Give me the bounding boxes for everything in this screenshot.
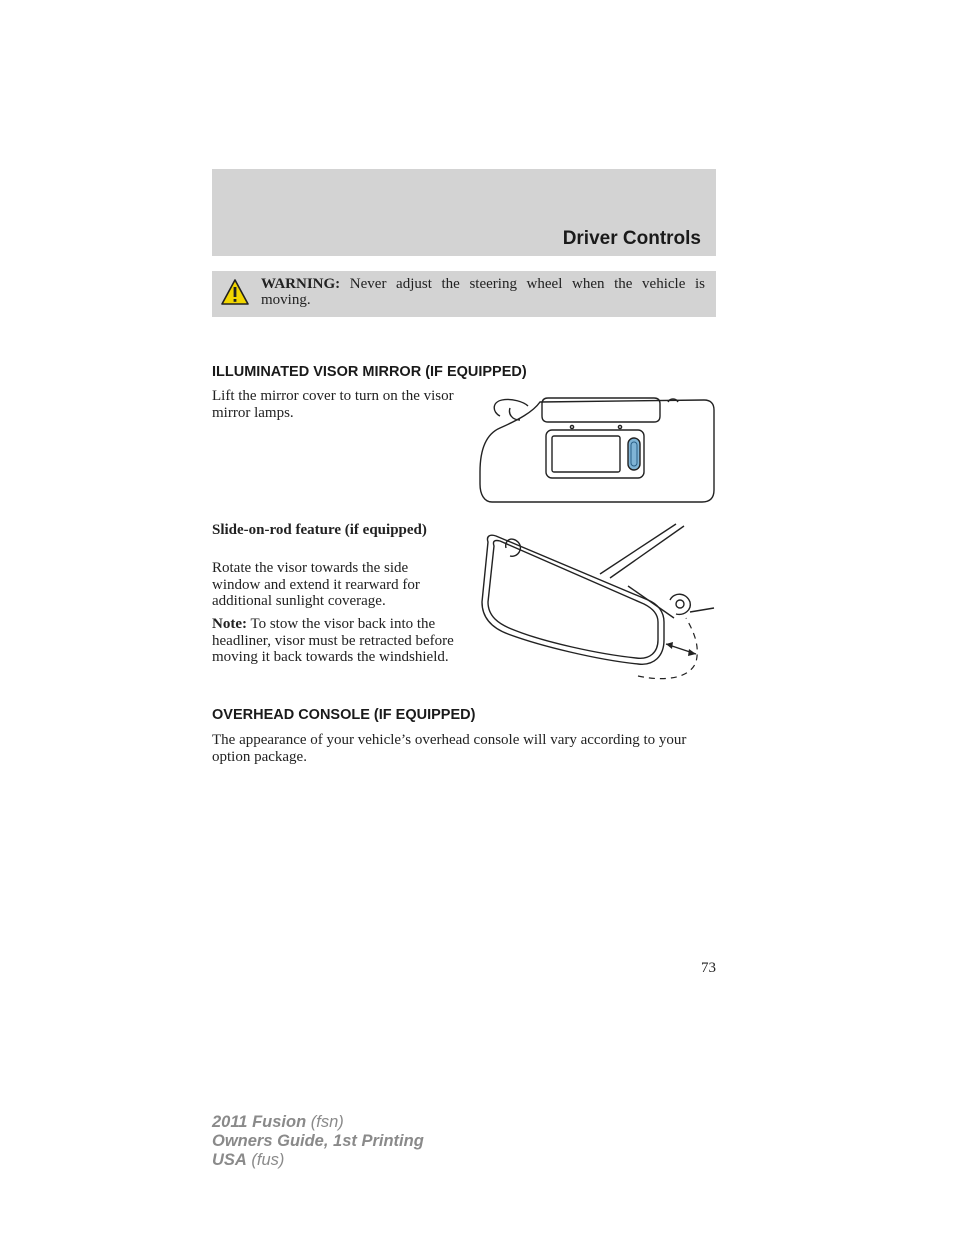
footer-line-guide: Owners Guide, 1st Printing [212, 1132, 424, 1150]
page-number: 73 [701, 960, 716, 976]
slide-on-rod-text: Rotate the visor towards the side window and extend it rearward for additional sunlight coverage. [212, 560, 420, 610]
note-text: To stow the visor back into the headliner, visor must be retracted before moving it back towards the windshield. [212, 616, 454, 666]
section-title: Driver Controls [562, 228, 701, 249]
footer-model: 2011 Fusion [212, 1113, 307, 1131]
visor-mirror-heading: ILLUMINATED VISOR MIRROR (IF EQUIPPED) [212, 364, 527, 380]
footer-market: USA [212, 1151, 247, 1169]
warning-triangle-icon [220, 278, 250, 306]
footer-line-market [212, 1151, 424, 1170]
warning-box [212, 271, 716, 317]
note-label: Note: [212, 616, 247, 632]
visor-mirror-text: Lift the mirror cover to turn on the visor mirror lamps. [212, 388, 454, 421]
document-footer [212, 1113, 424, 1170]
footer-market-code: (fus) [246, 1151, 285, 1169]
overhead-console-text: The appearance of your vehicle’s overhead console will vary according to your option package. [212, 732, 687, 765]
slide-on-rod-subheading: Slide-on-rod feature (if equipped) [212, 522, 427, 538]
footer-line-model [212, 1113, 424, 1132]
slide-on-rod-note [212, 616, 456, 666]
warning-text [261, 276, 705, 308]
visor-mirror-illustration [478, 394, 716, 506]
footer-model-code: (fsn) [306, 1113, 344, 1131]
visor-lamp [628, 438, 640, 470]
section-header-band [212, 169, 716, 256]
warning-message: Never adjust the steering wheel when the vehicle is moving. [261, 276, 705, 308]
warning-label: WARNING: [261, 276, 341, 292]
overhead-console-heading: OVERHEAD CONSOLE (IF EQUIPPED) [212, 707, 476, 723]
slide-on-rod-illustration [478, 522, 716, 684]
